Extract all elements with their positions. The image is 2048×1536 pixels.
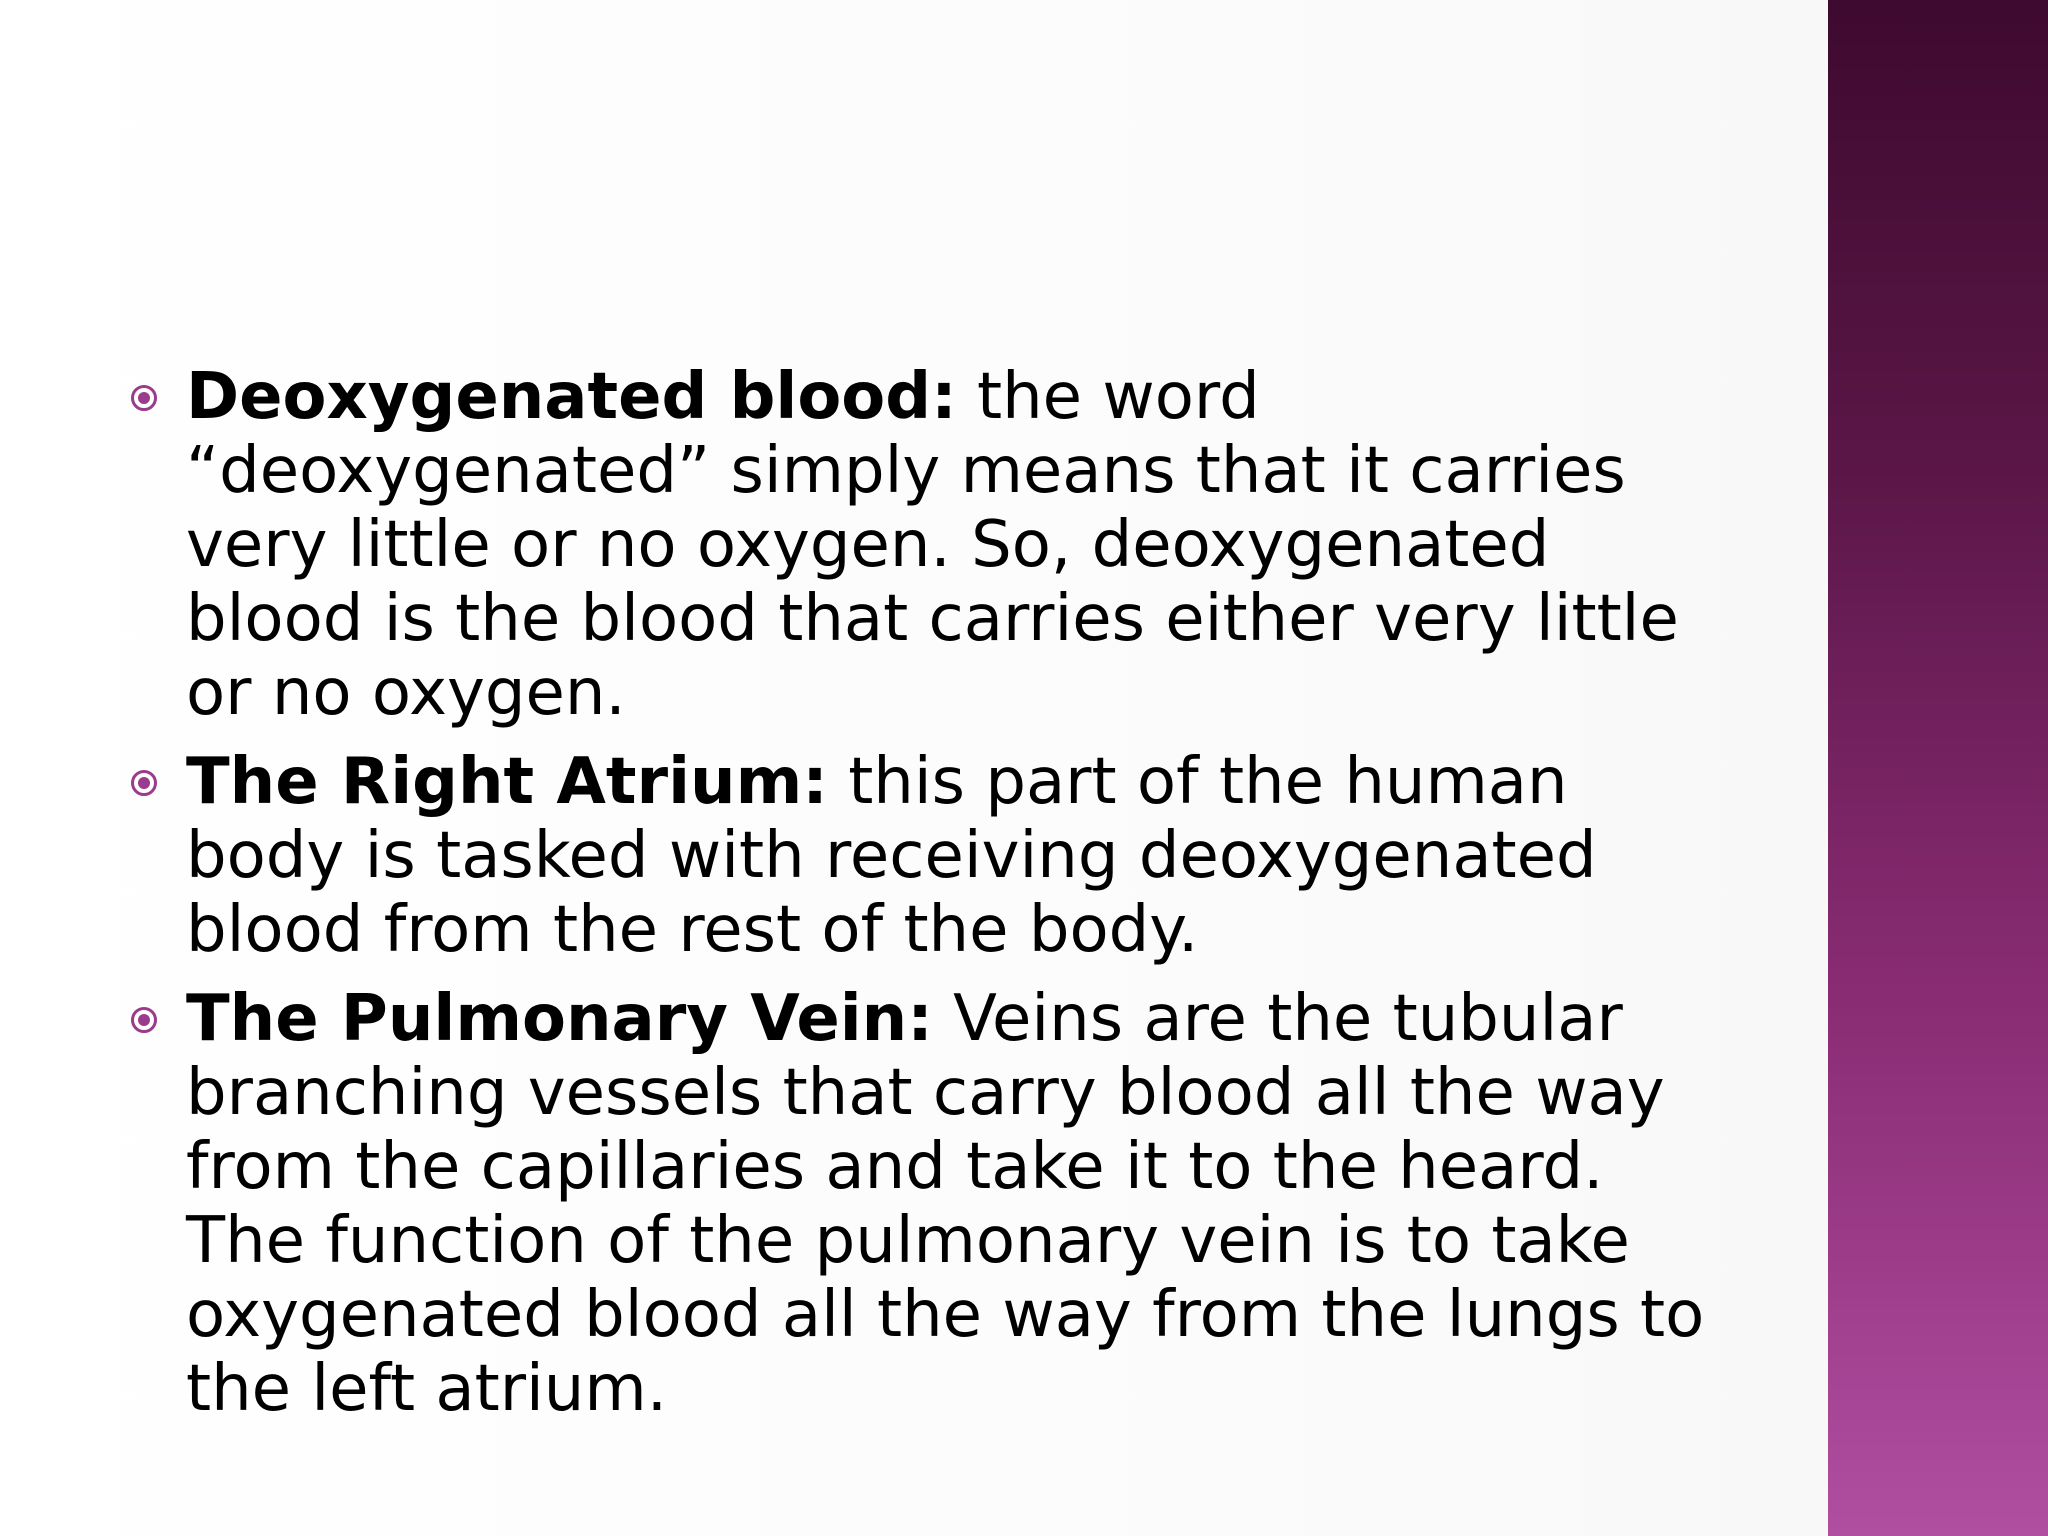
bullet-item-deoxygenated-blood [120,360,1720,730]
bullet-item-pulmonary-vein [120,982,1720,1426]
radio-bullet-icon [130,1006,158,1034]
radio-bullet-icon [130,769,158,797]
bullet-text: Veins are the tubular branching vessels that carry blood all the way from the capillaries and take it to the heard. The function of the pulmonary vein is to take oxygenated blood all the way from the lungs to the left atrium. [186,982,1705,1426]
bullet-text: this part of the human body is tasked with receiving deoxygenated blood from the rest of the body. [186,745,1597,967]
bullet-list [120,360,1720,1441]
bullet-term: Deoxygenated blood: [186,360,957,434]
bullet-item-right-atrium [120,745,1720,967]
bullet-text: the word “deoxygenated” simply means that it carries very little or no oxygen. So, deoxygenated blood is the blood that carries either very little or no oxygen. [186,360,1679,730]
bullet-term: The Pulmonary Vein: [186,982,933,1056]
decorative-side-bar [1828,0,2048,1536]
radio-bullet-icon [130,384,158,412]
bullet-term: The Right Atrium: [186,745,828,819]
